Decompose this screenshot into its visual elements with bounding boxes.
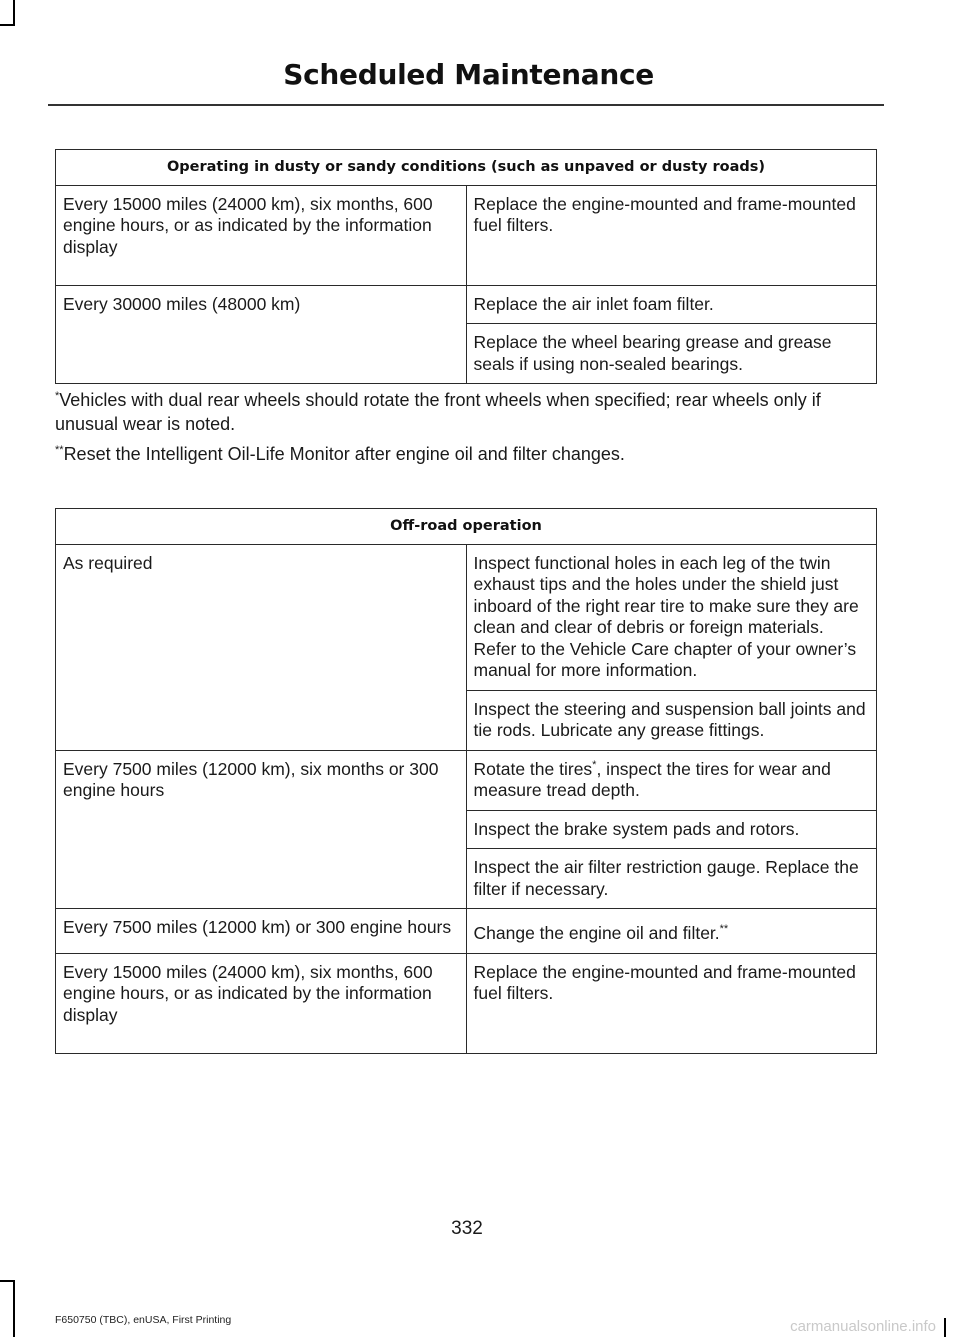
header-divider <box>48 104 884 106</box>
table-heading: Off-road operation <box>56 509 877 545</box>
interval-cell: Every 7500 miles (12000 km), six months or 300 engine hours <box>56 750 467 909</box>
table-heading: Operating in dusty or sandy conditions (such as unpaved or dusty roads) <box>56 150 877 186</box>
table-row <box>56 185 877 285</box>
action-cell: Replace the engine-mounted and frame-mounted fuel filters. <box>466 953 877 1053</box>
interval-cell: As required <box>56 544 467 750</box>
table-row <box>56 544 877 690</box>
table-row <box>56 909 877 954</box>
footnote-marker: ** <box>719 923 729 936</box>
watermark: carmanualsonline.info <box>790 1318 936 1335</box>
action-text: Rotate the tires <box>473 758 593 779</box>
page-number: 332 <box>451 1218 483 1239</box>
action-cell: Replace the air inlet foam filter. <box>466 285 877 324</box>
footnotes <box>55 388 885 472</box>
footnote-text: Vehicles with dual rear wheels should rotate the front wheels when specified; rear wheels only if unusual wear is noted. <box>55 390 821 434</box>
action-cell <box>466 750 877 810</box>
table-row <box>56 285 877 324</box>
print-footer: F650750 (TBC), enUSA, First Printing <box>55 1314 232 1326</box>
action-cell: Replace the wheel bearing grease and grease seals if using non-sealed bearings. <box>466 324 877 384</box>
footnote-marker: ** <box>55 444 64 456</box>
off-road-table <box>55 508 877 1054</box>
crop-mark-top-left-v <box>13 0 15 26</box>
action-cell: Replace the engine-mounted and frame-mounted fuel filters. <box>466 185 877 285</box>
action-cell: Inspect the air filter restriction gauge. Replace the filter if necessary. <box>466 849 877 909</box>
action-cell: Inspect functional holes in each leg of the twin exhaust tips and the holes under the shield just inboard of the right rear tire to make sure they are clean and clear of debris or foreign materials. Refer to the Vehicle Care chapter of your owner’s manual for more information. <box>466 544 877 690</box>
footnote-marker: * <box>592 758 597 771</box>
action-cell <box>466 909 877 954</box>
footnote-marker: * <box>55 390 60 402</box>
crop-mark-bottom-right-v <box>944 1318 946 1337</box>
table-row <box>56 750 877 810</box>
footnote <box>55 442 885 466</box>
action-cell: Inspect the brake system pads and rotors. <box>466 810 877 849</box>
action-text: , inspect the tires for wear and measure tread depth. <box>473 758 831 800</box>
crop-mark-bottom-left-v <box>13 1280 15 1337</box>
interval-cell: Every 7500 miles (12000 km) or 300 engine hours <box>56 909 467 954</box>
interval-cell: Every 15000 miles (24000 km), six months, 600 engine hours, or as indicated by the information display <box>56 953 467 1053</box>
action-text: Change the engine oil and filter. <box>473 923 720 943</box>
table-row <box>56 953 877 1053</box>
interval-cell: Every 15000 miles (24000 km), six months, 600 engine hours, or as indicated by the information display <box>56 185 467 285</box>
crop-mark-top-left-h <box>0 24 15 26</box>
dusty-conditions-table <box>55 149 877 384</box>
page-title: Scheduled Maintenance <box>283 58 654 91</box>
crop-mark-bottom-left-h <box>0 1280 15 1282</box>
action-cell: Inspect the steering and suspension ball joints and tie rods. Lubricate any grease fittings. <box>466 690 877 750</box>
footnote-text: Reset the Intelligent Oil-Life Monitor after engine oil and filter changes. <box>63 444 625 464</box>
footnote <box>55 388 885 436</box>
interval-cell: Every 30000 miles (48000 km) <box>56 285 467 384</box>
